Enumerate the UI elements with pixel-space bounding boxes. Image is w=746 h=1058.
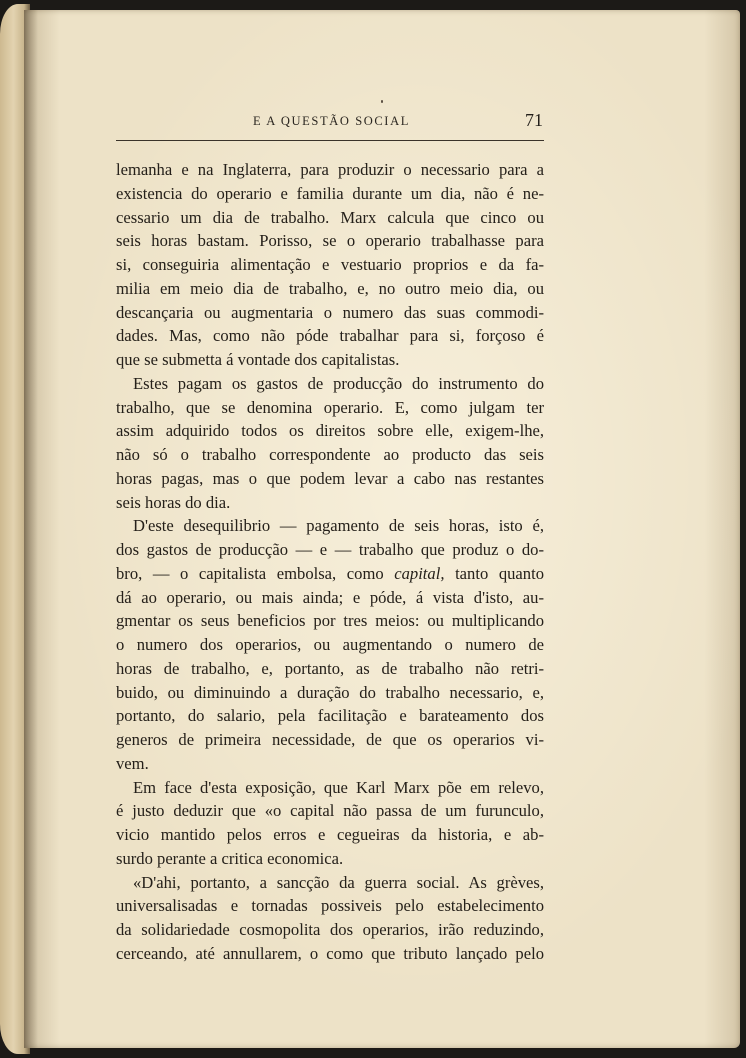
- text-line: vicio mantido pelos erros e cegueiras da historia, e ab-: [116, 825, 544, 844]
- text-line: dades. Mas, como não póde trabalhar para si, forçoso é: [116, 326, 544, 346]
- text-line: Estes pagam os gastos de producção do instrumento do: [133, 373, 544, 393]
- text-line: Em face d'esta exposição, que Karl Marx põe em relevo,: [133, 777, 544, 797]
- text-line: cerceando, até annullarem, o como que tributo lançado pelo: [116, 943, 544, 963]
- text-line: horas de trabalho, e, portanto, as de trabalho não retri-: [116, 658, 544, 678]
- text-line: vem.: [116, 753, 149, 773]
- text-line: D'este desequilibrio — pagamento de seis horas, isto é,: [133, 516, 544, 536]
- text-line: gmentar os seus beneficios por tres meios: ou multiplicando: [116, 611, 544, 631]
- text-line: lemanha e na Inglaterra, para produzir o necessario para a: [116, 160, 544, 179]
- text-line: trabalho, que se denomina operario. E, como julgam ter: [116, 397, 544, 417]
- text-line: «D'ahi, portanto, a sancção da guerra social. As grèves,: [133, 872, 544, 892]
- page-number: 71: [525, 110, 543, 130]
- text-line: bro, — o capitalista embolsa, como capital, tanto quanto: [116, 563, 544, 583]
- text-line: existencia do operario e familia durante um dia, não é ne-: [116, 183, 544, 203]
- text-line: horas pagas, mas o que podem levar a cabo nas restantes: [116, 468, 544, 488]
- italic-word: capital,: [394, 563, 445, 583]
- paper-speck: [381, 100, 383, 103]
- text-line: dá ao operario, ou mais ainda; e póde, á vista d'isto, au-: [116, 587, 544, 607]
- text-line: buido, ou diminuindo a duração do trabalho necessario, e,: [116, 682, 544, 702]
- header-rule: [116, 140, 544, 141]
- text-line: descançaria ou augmentaria o numero das suas commodi-: [116, 302, 544, 322]
- text-line: portanto, do salario, pela facilitação e barateamento dos: [116, 706, 544, 726]
- text-line: seis horas do dia.: [116, 492, 231, 512]
- text-line: dos gastos de producção — e — trabalho que produz o do-: [116, 540, 544, 559]
- text-line: surdo perante a critica economica.: [116, 848, 344, 868]
- text-line: milia em meio dia de trabalho, e, no outro meio dia, ou: [116, 278, 544, 298]
- text-line: generos de primeira necessidade, de que os operarios vi-: [116, 730, 544, 749]
- running-head: E A QUESTÃO SOCIAL: [253, 114, 410, 128]
- text-line: assim adquirido todos os direitos sobre elle, exigem-lhe,: [116, 421, 544, 441]
- text-line: que se submetta á vontade dos capitalistas.: [116, 350, 400, 369]
- gutter-shadow: [24, 10, 38, 1048]
- body-text: [116, 158, 544, 966]
- text-line: não só o trabalho correspondente ao producto das seis: [116, 445, 544, 464]
- text-line: é justo deduzir que «o capital não passa de um furunculo,: [116, 801, 544, 821]
- text-line: si, conseguiria alimentação e vestuario proprios e da fa-: [116, 255, 544, 274]
- text-line: cessario um dia de trabalho. Marx calcula que cinco ou: [116, 207, 544, 227]
- text-line: da solidariedade cosmopolita dos operarios, irão reduzindo,: [116, 920, 544, 939]
- text-line: o numero dos operarios, ou augmentando o numero de: [116, 635, 544, 654]
- text-line: seis horas bastam. Porisso, se o operario trabalhasse para: [116, 231, 544, 251]
- text-line: universalisadas e tornadas possiveis pelo estabelecimento: [116, 896, 544, 916]
